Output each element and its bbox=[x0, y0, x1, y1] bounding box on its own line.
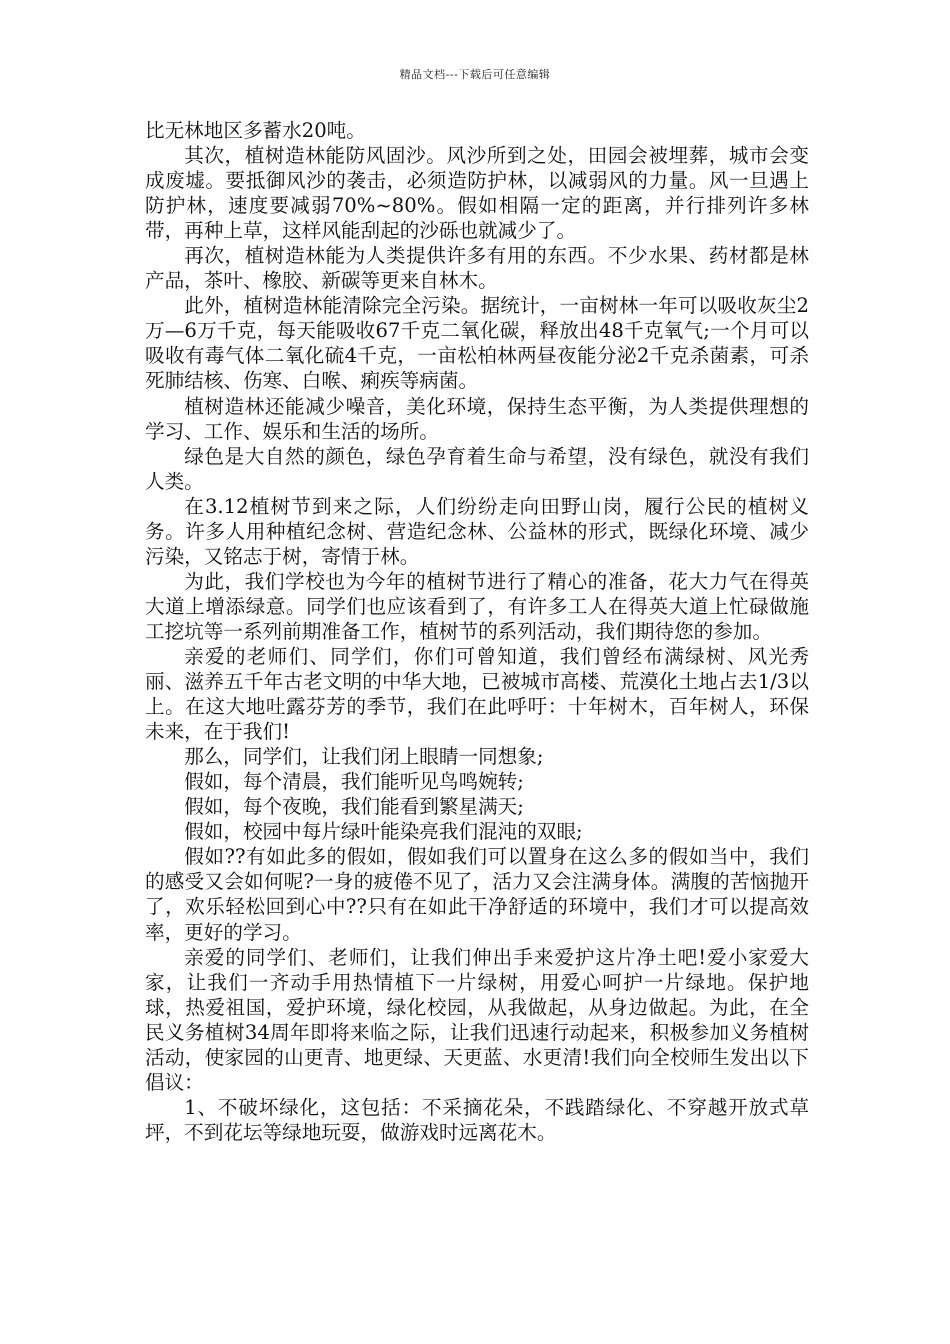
paragraph-item-1: 1、不破坏绿化，这包括：不采摘花朵，不践踏绿化、不穿越开放式草坪，不到花坛等绿地玩耍，做游戏时远离花木。 bbox=[145, 1095, 809, 1144]
document-body bbox=[145, 118, 809, 1145]
paragraph-green-color: 绿色是大自然的颜色，绿色孕育着生命与希望，没有绿色，就没有我们人类。 bbox=[145, 444, 809, 493]
paragraph-if-many: 假如??有如此多的假如，假如我们可以置身在这么多的假如当中，我们的感受又会如何呢?一身的疲倦不见了，活力又会注满身体。满腹的苦恼抛开了，欢乐轻松回到心中??只有在如此干净舒适的环境中，我们才可以提高效率，更好的学习。 bbox=[145, 845, 809, 944]
paragraph-forest-products: 再次，植树造林能为人类提供许多有用的东西。不少水果、药材都是林产品，茶叶、橡胶、新碳等更来自林木。 bbox=[145, 244, 809, 293]
paragraph-appeal: 亲爱的老师们、同学们，你们可曾知道，我们曾经布满绿树、风光秀丽、滋养五千年古老文明的中华大地，已被城市高楼、荒漠化土地占去1/3以上。在这大地吐露芬芳的季节，我们在此呼吁：十年树木，百年树人，环保未来，在于我们! bbox=[145, 644, 809, 744]
paragraph-proposal: 亲爱的同学们、老师们，让我们伸出手来爱护这片净土吧!爱小家爱大家，让我们一齐动手用热情植下一片绿树，用爱心呵护一片绿地。保护地球，热爱祖国，爱护环境，绿化校园，从我做起，从身边做起。为此，在全民义务植树34周年即将来临之际，让我们迅速行动起来，积极参加义务植树活动，使家园的山更青、地更绿、天更蓝、水更清!我们向全校师生发出以下倡议： bbox=[145, 945, 809, 1094]
paragraph-arbor-day: 在3.12植树节到来之际，人们纷纷走向田野山岗，履行公民的植树义务。许多人用种植纪念树、营造纪念林、公益林的形式，既绿化环境、减少污染，又铭志于树，寄情于林。 bbox=[145, 494, 809, 568]
paragraph-imagine: 那么，同学们，让我们闭上眼睛一同想象; bbox=[184, 745, 544, 769]
paragraph-if-night: 假如，每个夜晚，我们能看到繁星满天; bbox=[184, 795, 524, 819]
paragraph-school-preparation: 为此，我们学校也为今年的植树节进行了精心的准备，花大力气在得英大道上增添绿意。同学们也应该看到了，有许多工人在得英大道上忙碌做施工挖坑等一系列前期准备工作，植树节的系列活动，我们期待您的参加。 bbox=[145, 569, 809, 643]
paragraph-water-storage: 比无林地区多蓄水20吨。 bbox=[145, 119, 366, 142]
paragraph-noise: 植树造林还能减少噪音，美化环境，保持生态平衡，为人类提供理想的学习、工作、娱乐和生活的场所。 bbox=[145, 394, 809, 443]
paragraph-if-leaves: 假如，校园中每片绿叶能染亮我们混沌的双眼; bbox=[184, 820, 583, 844]
paragraph-pollution: 此外，植树造林能清除完全污染。据统计，一亩树林一年可以吸收灰尘2万—6万千克，每天能吸收67千克二氧化碳，释放出48千克氧气;一个月可以吸收有毒气体二氧化硫4千克，一亩松柏林两昼夜能分泌2千克杀菌素，可杀死肺结核、伤寒、白喉、痢疾等病菌。 bbox=[145, 294, 809, 393]
paragraph-windbreak: 其次，植树造林能防风固沙。风沙所到之处，田园会被埋葬，城市会变成废墟。要抵御风沙的袭击，必须造防护林，以减弱风的力量。风一旦遇上防护林，速度要减弱70%~80%。假如相隔一定的距离，并行排列许多林带，再种上草，这样风能刮起的沙砾也就减少了。 bbox=[145, 144, 809, 243]
page-header: 精品文档---下载后可任意编辑 bbox=[399, 68, 551, 81]
paragraph-if-morning: 假如，每个清晨，我们能听见鸟鸣婉转; bbox=[184, 770, 524, 794]
